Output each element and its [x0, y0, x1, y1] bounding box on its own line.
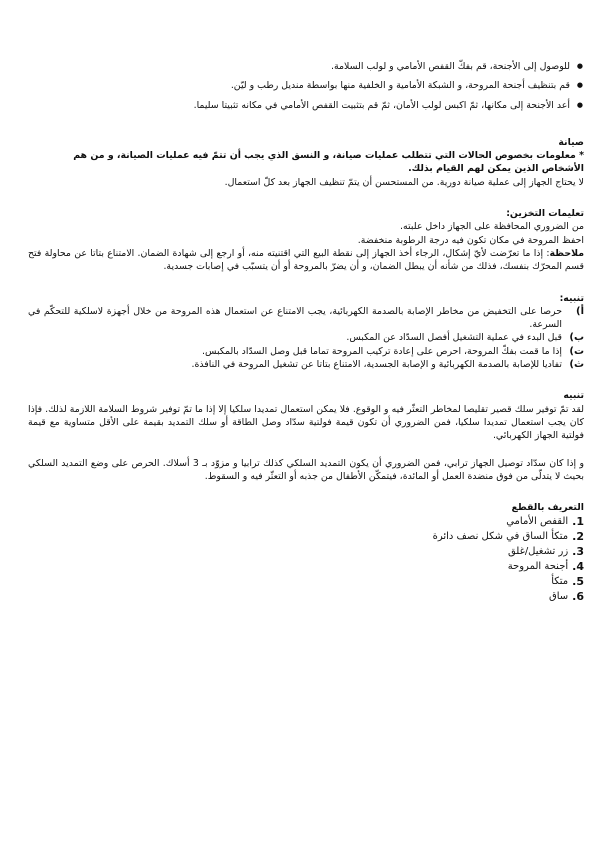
part-number: 6. — [572, 590, 584, 604]
caution-section-1 — [28, 292, 584, 372]
caution-2-paragraph-2: و إذا كان سدّاد توصيل الجهاز ترابي، فمن الضروري أن يكون التمديد السلكي كذلك ترابيا و مزوّد بـ 3 أسلاك. الحرص على وضع التمديد السلكي بحيث لا يتدلّى من فوق منضدة العمل أو المائدة، فيتمكّن الأطفال من جذبه أو التعثّر فيه و السقوط. — [28, 457, 585, 482]
part-number: 3. — [572, 545, 584, 559]
part-label: زر تشغيل/غلق — [507, 546, 569, 558]
caution-1-item-text: قبل البدء في عملية التشغيل أفصل السدّاد عن المكبس. — [346, 332, 562, 344]
part-number: 1. — [572, 515, 584, 529]
parts-list-item — [28, 574, 584, 589]
caution-1-item-text: تفاديا للإصابة بالصدمة الكهربائية و الإصابة الجسدية، الامتناع بتاتا عن تشغيل المروحة في النافذة. — [191, 359, 562, 371]
caution-1-list — [28, 305, 584, 371]
caution-1-item-text: إذا ما قمت بفكّ المروحة، احرص على إعادة تركيب المروحة تماما قبل وصل السدّاد بالمكبس. — [202, 345, 562, 357]
part-label: ساق — [548, 591, 569, 603]
part-label: متكأ — [551, 576, 569, 588]
maintenance-subtitle: * معلومات بخصوص الحالات التي تتطلب عمليات صيانة، و النسق الذي يجب أن تتمّ فيه عمليات الصيانة، و من هم الأشخاص الذين يمكن لهم القيام بذلك. — [73, 150, 584, 175]
intro-bullet-3: ● أعد الأجنحة إلى مكانها، ثمّ اكبس لولب الأمان، ثمّ قم بتثبيت القفص الأمامي في مكانه تثبيتا سليما. — [28, 99, 570, 112]
parts-list-item — [28, 544, 584, 559]
parts-title: التعريف بالقطع — [511, 502, 584, 514]
parts-list-item — [28, 589, 584, 604]
caution-2-paragraph-1: لقد تمّ توفير سلك قصير تقليصا لمخاطر التعثّر فيه و الوقوع. فلا يمكن استعمال تمديدا سلكيا إلا إذا ما تمّ توفير شروط السلامة اللازمة لذلك. فإذا كان يجب استعمال تمديدا سلكيا، فمن الضروري أن تكون قيمة فولتية سدّاد وصل الطاقة أو سلك التمديد بقيمة على الأقل متساوية مع قيمة فولتية الجهاز الكهربائي. — [28, 403, 584, 442]
storage-section — [28, 207, 584, 273]
storage-line-2: احفظ المروحة في مكان تكون فيه درجة الرطوبة منخفضة. — [357, 234, 584, 246]
intro-bullet-list — [28, 60, 584, 112]
storage-line-1: من الضروري المحافظة على الجهاز داخل علبته. — [400, 221, 584, 233]
parts-list-item — [28, 559, 584, 574]
storage-note — [28, 247, 584, 274]
intro-bullet-1: ● للوصول إلى الأجنحة، قم بفكّ القفص الأمامي و لولب السلامة. — [28, 60, 570, 73]
caution-1-item — [28, 331, 584, 344]
maintenance-text: لا يحتاج الجهاز إلى عملية صيانة دورية. من المستحسن أن يتمّ تنظيف الجهاز بعد كلّ استعمال. — [224, 176, 584, 188]
parts-section — [28, 501, 584, 604]
maintenance-section — [28, 136, 584, 189]
maintenance-title: صيانة — [558, 136, 584, 148]
caution-1-item-marker: ت) — [569, 345, 584, 357]
caution-1-title: تنبيه: — [559, 292, 584, 304]
part-label: القفص الأمامي — [506, 516, 569, 528]
caution-section-2 — [28, 389, 584, 483]
parts-list-item — [28, 529, 584, 544]
caution-2-title: تنبيه — [563, 390, 584, 402]
part-number: 2. — [572, 530, 584, 544]
parts-list-item — [28, 514, 584, 529]
part-number: 5. — [572, 575, 584, 589]
storage-note-text: : إذا ما تعرّضت لأيّ إشكال، الرجاء أخذ الجهاز إلى نقطة البيع التي اقتنيته منه، أو ارجع إلى شهادة الضمان. الامتناع بتاتا عن محاولة فتح قسم المحرّك بنفسك، فذلك من شأنه أن يبطل الضمان، و أن يضرّ بالمروحة أو أن يتسبّب في إصابات جسدية. — [28, 247, 584, 273]
intro-bullet-2: ● قم بتنظيف أجنحة المروحة، و الشبكة الأمامية و الخلفية منها بواسطة منديل رطب و ليّن. — [28, 79, 570, 92]
storage-note-label: ملاحظة — [549, 247, 584, 259]
caution-1-item-text: حرصا على التخفيض من مخاطر الإصابة بالصدمة الكهربائية، يجب الامتناع عن استعمال هذه المروحة من خلال أجهزة لاسلكية للتحكّم في السرعة. — [28, 305, 562, 331]
caution-1-item — [28, 345, 584, 358]
storage-title: تعليمات التخزين: — [506, 208, 584, 220]
caution-1-item-marker: ب) — [569, 332, 584, 344]
parts-list — [28, 514, 584, 604]
caution-1-item-marker: أ) — [576, 305, 584, 317]
caution-1-item — [28, 358, 584, 371]
part-label: متكأ الساق في شكل نصف دائرة — [432, 531, 569, 543]
caution-1-item — [28, 305, 584, 332]
part-label: أجنحة المروحة — [507, 561, 569, 573]
caution-1-item-marker: ث) — [569, 359, 584, 371]
part-number: 4. — [572, 560, 584, 574]
